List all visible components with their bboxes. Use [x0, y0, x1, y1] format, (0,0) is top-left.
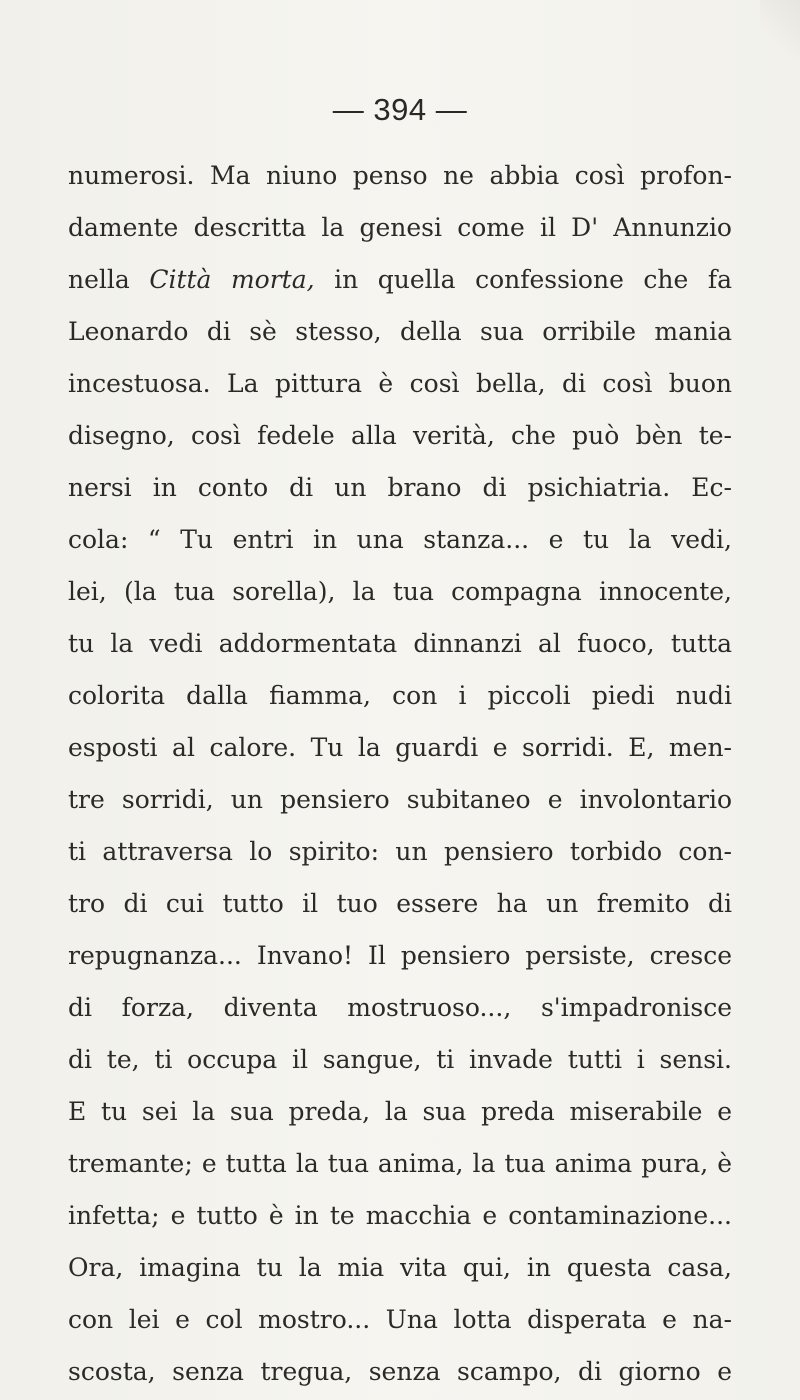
text-line: infetta; e tutto è in te macchia e contaminazione... [68, 1201, 732, 1230]
text-line: colorita dalla fiamma, con i piccoli piedi nudi [68, 681, 732, 710]
text-line: Leonardo di sè stesso, della sua orribile mania [68, 317, 732, 346]
page-corner-shadow [760, 0, 800, 60]
text-line: E tu sei la sua preda, la sua preda miserabile e [68, 1097, 732, 1126]
text-line: tu la vedi addormentata dinnanzi al fuoco, tutta [68, 629, 732, 658]
text-line: tro di cui tutto il tuo essere ha un fremito di [68, 889, 732, 918]
text-line: ti attraversa lo spirito: un pensiero torbido con- [68, 837, 732, 866]
italic-title: Città morta, [149, 265, 315, 294]
text-line: damente descritta la genesi come il D' Annunzio [68, 213, 732, 242]
text-segment: in quella confessione che fa [314, 265, 732, 294]
text-line: disegno, così fedele alla verità, che può bèn te- [68, 421, 732, 450]
body-text [68, 150, 732, 1398]
text-line: repugnanza... Invano! Il pensiero persiste, cresce [68, 941, 732, 970]
text-line: Ora, imagina tu la mia vita qui, in questa casa, [68, 1253, 732, 1282]
text-line: lei, (la tua sorella), la tua compagna innocente, [68, 577, 732, 606]
text-line: di forza, diventa mostruoso..., s'impadronisce [68, 993, 732, 1022]
text-line: incestuosa. La pittura è così bella, di così buon [68, 369, 732, 398]
text-line: scosta, senza tregua, senza scampo, di giorno e [68, 1357, 732, 1386]
text-line: cola: “ Tu entri in una stanza... e tu la vedi, [68, 525, 732, 554]
text-line: tremante; e tutta la tua anima, la tua anima pura, è [68, 1149, 732, 1178]
text-segment: nella [68, 265, 150, 294]
text-line: nersi in conto di un brano di psichiatria. Ec- [68, 473, 732, 502]
text-line: con lei e col mostro... Una lotta disperata e na- [68, 1305, 732, 1334]
text-line: di te, ti occupa il sangue, ti invade tutti i sensi. [68, 1045, 732, 1074]
text-line [68, 254, 732, 306]
page-number: — 394 — [332, 92, 468, 127]
text-line: esposti al calore. Tu la guardi e sorridi. E, men- [68, 733, 732, 762]
text-line: tre sorridi, un pensiero subitaneo e involontario [68, 785, 732, 814]
text-line: numerosi. Ma niuno penso ne abbia così profon- [68, 161, 732, 190]
